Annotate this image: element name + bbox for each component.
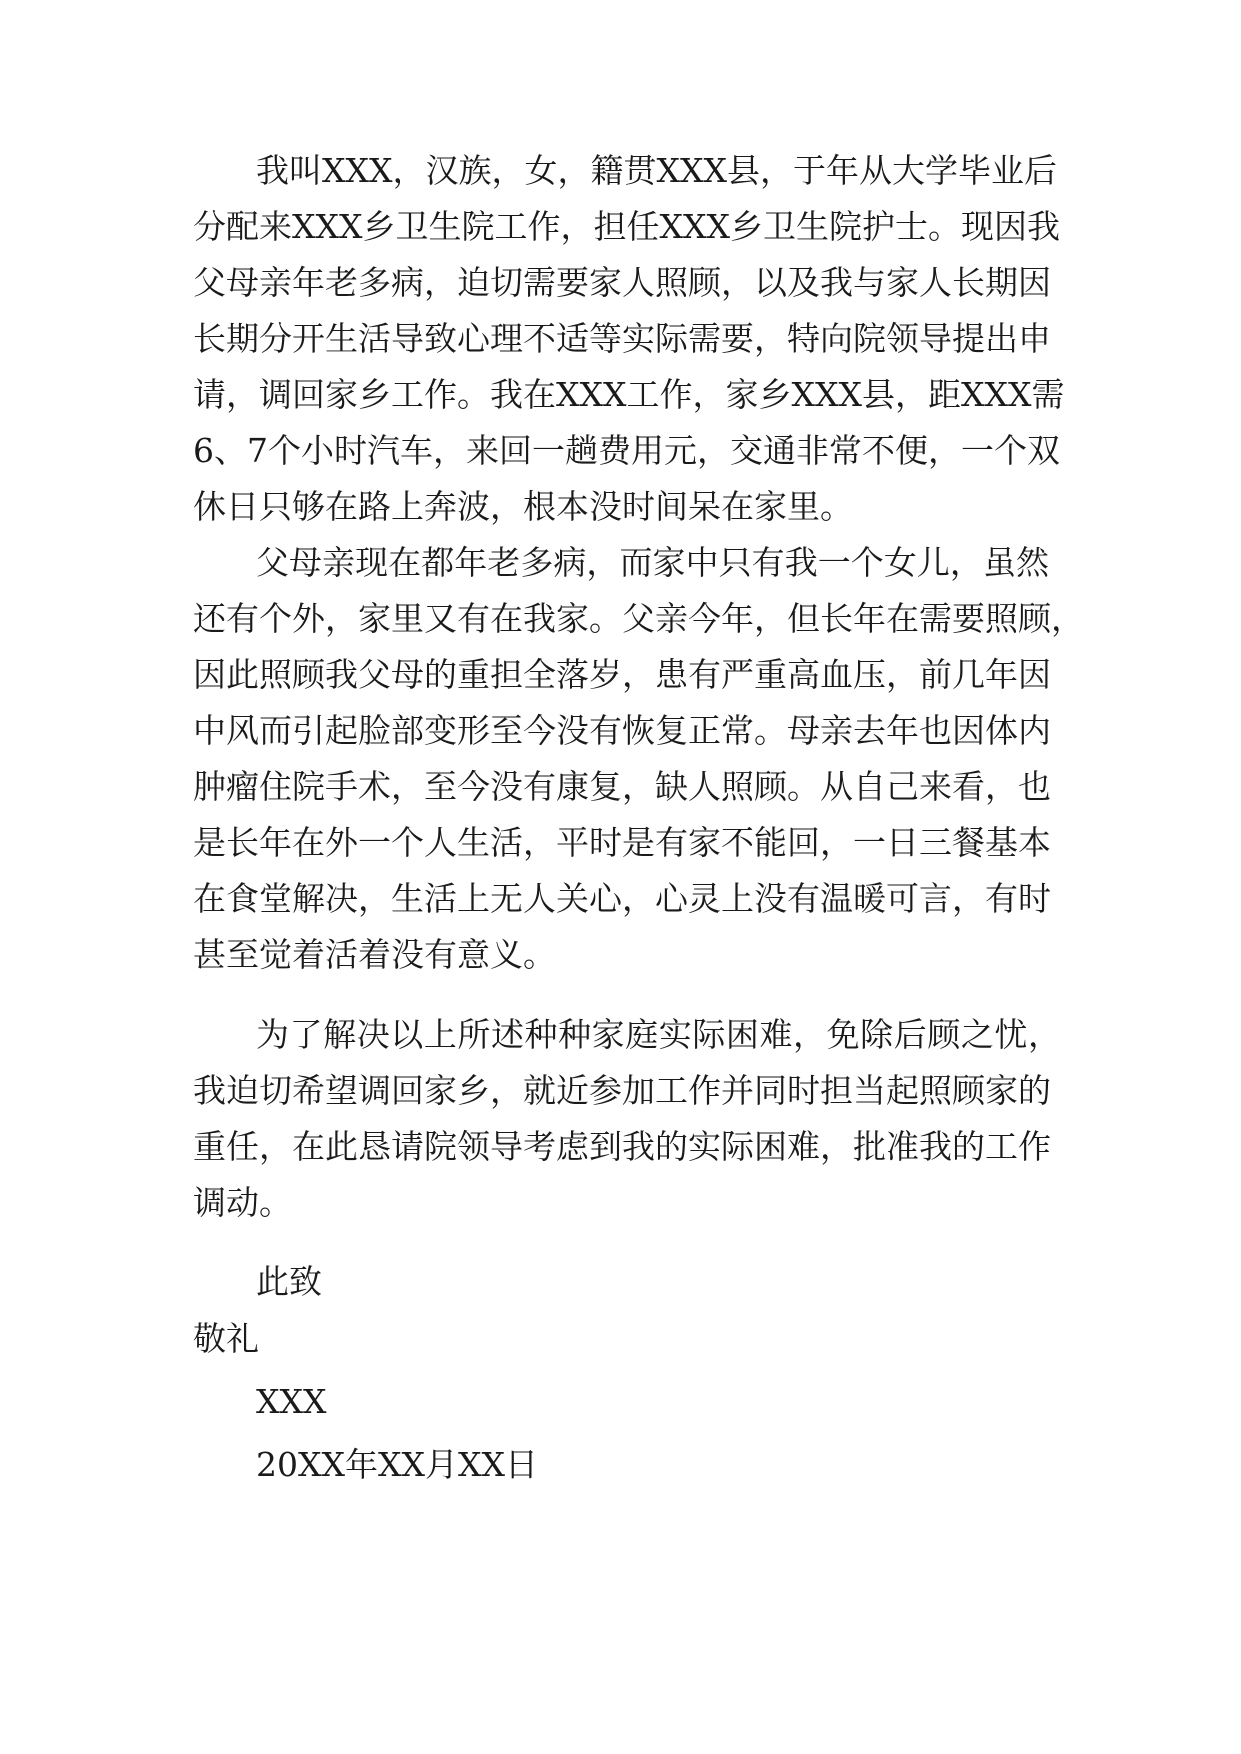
- paragraph-1-line-4: 长期分开生活导致心理不适等实际需要，特向院领导提出申: [193, 319, 1051, 358]
- paragraph-1-line-1: 我叫XXX，汉族，女，籍贯XXX县，于年从大学毕业后: [256, 151, 1057, 190]
- paragraph-2-line-8: 甚至觉着活着没有意义。: [193, 935, 556, 974]
- paragraph-3-line-3: 重任，在此恳请院领导考虑到我的实际困难，批准我的工作: [193, 1127, 1051, 1166]
- closing-salutation: 此致: [256, 1262, 322, 1301]
- paragraph-2-line-4: 中风而引起脸部变形至今没有恢复正常。母亲去年也因体内: [193, 711, 1051, 750]
- signature-name: XXX: [256, 1382, 327, 1421]
- paragraph-2-line-2: 还有个外，家里又有在我家。父亲今年，但长年在需要照顾，: [193, 599, 1084, 638]
- closing-regards: 敬礼: [193, 1319, 259, 1358]
- paragraph-3-line-1: 为了解决以上所述种种家庭实际困难，免除后顾之忧，: [256, 1015, 1061, 1054]
- paragraph-2-line-7: 在食堂解决，生活上无人关心，心灵上没有温暖可言，有时: [193, 879, 1051, 918]
- paragraph-1-line-6: 6、7个小时汽车，来回一趟费用元，交通非常不便，一个双: [193, 431, 1060, 470]
- paragraph-1-line-2: 分配来XXX乡卫生院工作，担任XXX乡卫生院护士。现因我: [193, 207, 1060, 246]
- paragraph-2-line-1: 父母亲现在都年老多病，而家中只有我一个女儿，虽然: [256, 543, 1049, 582]
- paragraph-1-line-3: 父母亲年老多病，迫切需要家人照顾，以及我与家人长期因: [193, 263, 1051, 302]
- paragraph-2-line-5: 肿瘤住院手术，至今没有康复，缺人照顾。从自己来看，也: [193, 767, 1051, 806]
- paragraph-3-line-4: 调动。: [193, 1183, 292, 1222]
- paragraph-1-line-7: 休日只够在路上奔波，根本没时间呆在家里。: [193, 487, 853, 526]
- signature-date: 20XX年XX月XX日: [256, 1445, 538, 1484]
- paragraph-2-line-6: 是长年在外一个人生活，平时是有家不能回，一日三餐基本: [193, 823, 1051, 862]
- paragraph-2-line-3: 因此照顾我父母的重担全落岁，患有严重高血压，前几年因: [193, 655, 1051, 694]
- paragraph-3-line-2: 我迫切希望调回家乡，就近参加工作并同时担当起照顾家的: [193, 1071, 1051, 1110]
- paragraph-1-line-5: 请，调回家乡工作。我在XXX工作，家乡XXX县，距XXX需: [193, 375, 1065, 414]
